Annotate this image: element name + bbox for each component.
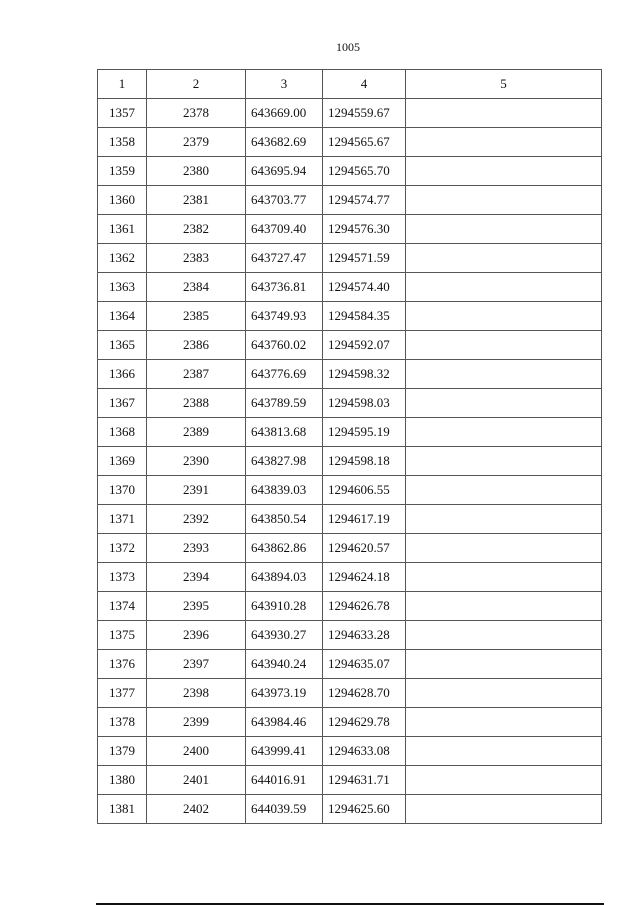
table-row [98, 650, 602, 679]
table-cell-col5 [406, 563, 602, 592]
table-cell-col1: 1379 [98, 737, 147, 766]
table-cell-col4: 1294628.70 [323, 679, 406, 708]
table-cell-col4: 1294625.60 [323, 795, 406, 824]
table-cell-col3: 643894.03 [246, 563, 323, 592]
table-cell-col3: 643862.86 [246, 534, 323, 563]
table-cell-col2: 2401 [147, 766, 246, 795]
table-cell-col3: 643727.47 [246, 244, 323, 273]
table-cell-col4: 1294631.71 [323, 766, 406, 795]
table-cell-col2: 2388 [147, 389, 246, 418]
table-cell-col1: 1380 [98, 766, 147, 795]
table-cell-col1: 1365 [98, 331, 147, 360]
table-cell-col3: 643984.46 [246, 708, 323, 737]
table-cell-col5 [406, 302, 602, 331]
table-cell-col2: 2378 [147, 99, 246, 128]
table-row [98, 737, 602, 766]
page-number: 1005 [336, 40, 360, 54]
table-cell-col2: 2395 [147, 592, 246, 621]
table-cell-col1: 1375 [98, 621, 147, 650]
table-cell-col4: 1294633.08 [323, 737, 406, 766]
table-cell-col4: 1294633.28 [323, 621, 406, 650]
table-row [98, 186, 602, 215]
table-cell-col5 [406, 650, 602, 679]
table-cell-col2: 2399 [147, 708, 246, 737]
table-cell-col5 [406, 592, 602, 621]
table-row [98, 273, 602, 302]
table-row [98, 128, 602, 157]
table-row [98, 476, 602, 505]
table-cell-col1: 1377 [98, 679, 147, 708]
column-header: 2 [147, 70, 246, 99]
table-cell-col1: 1369 [98, 447, 147, 476]
table-cell-col2: 2394 [147, 563, 246, 592]
table-row [98, 679, 602, 708]
table-cell-col2: 2402 [147, 795, 246, 824]
table-row [98, 795, 602, 824]
table-cell-col5 [406, 360, 602, 389]
table-row [98, 99, 602, 128]
table-cell-col2: 2389 [147, 418, 246, 447]
table-cell-col4: 1294584.35 [323, 302, 406, 331]
table-cell-col4: 1294574.77 [323, 186, 406, 215]
table-row [98, 708, 602, 737]
table-row [98, 505, 602, 534]
table-cell-col1: 1374 [98, 592, 147, 621]
table-cell-col5 [406, 534, 602, 563]
table-cell-col2: 2382 [147, 215, 246, 244]
table-cell-col5 [406, 621, 602, 650]
table-cell-col4: 1294559.67 [323, 99, 406, 128]
table-row [98, 592, 602, 621]
table-cell-col2: 2397 [147, 650, 246, 679]
table-cell-col3: 644016.91 [246, 766, 323, 795]
table-cell-col5 [406, 708, 602, 737]
table-cell-col4: 1294565.67 [323, 128, 406, 157]
table-cell-col3: 643695.94 [246, 157, 323, 186]
table-cell-col3: 643789.59 [246, 389, 323, 418]
table-cell-col5 [406, 186, 602, 215]
table-cell-col3: 643930.27 [246, 621, 323, 650]
table-cell-col5 [406, 128, 602, 157]
table-row [98, 389, 602, 418]
table-cell-col3: 644039.59 [246, 795, 323, 824]
table-cell-col5 [406, 476, 602, 505]
table-cell-col4: 1294635.07 [323, 650, 406, 679]
table-cell-col1: 1372 [98, 534, 147, 563]
table-row [98, 244, 602, 273]
table-cell-col2: 2384 [147, 273, 246, 302]
table-cell-col3: 643760.02 [246, 331, 323, 360]
table-cell-col1: 1378 [98, 708, 147, 737]
table-row [98, 621, 602, 650]
table-cell-col3: 643813.68 [246, 418, 323, 447]
table-cell-col3: 643940.24 [246, 650, 323, 679]
table-cell-col5 [406, 447, 602, 476]
table-cell-col1: 1359 [98, 157, 147, 186]
table-cell-col5 [406, 737, 602, 766]
table-row [98, 563, 602, 592]
table-cell-col4: 1294620.57 [323, 534, 406, 563]
table-row [98, 418, 602, 447]
column-header: 3 [246, 70, 323, 99]
table-cell-col5 [406, 99, 602, 128]
table-cell-col2: 2396 [147, 621, 246, 650]
table-cell-col1: 1361 [98, 215, 147, 244]
table-cell-col2: 2385 [147, 302, 246, 331]
table-cell-col5 [406, 795, 602, 824]
table-cell-col4: 1294617.19 [323, 505, 406, 534]
table-cell-col5 [406, 215, 602, 244]
table-cell-col2: 2398 [147, 679, 246, 708]
table-row [98, 360, 602, 389]
column-header: 4 [323, 70, 406, 99]
table-cell-col1: 1370 [98, 476, 147, 505]
table-cell-col3: 643749.93 [246, 302, 323, 331]
table-cell-col5 [406, 679, 602, 708]
table-cell-col4: 1294624.18 [323, 563, 406, 592]
table-cell-col1: 1363 [98, 273, 147, 302]
table-cell-col5 [406, 157, 602, 186]
table-cell-col3: 643776.69 [246, 360, 323, 389]
table-cell-col4: 1294592.07 [323, 331, 406, 360]
table-row [98, 447, 602, 476]
table-cell-col1: 1362 [98, 244, 147, 273]
table-cell-col4: 1294598.03 [323, 389, 406, 418]
table-cell-col3: 643703.77 [246, 186, 323, 215]
table-cell-col5 [406, 389, 602, 418]
table-cell-col3: 643839.03 [246, 476, 323, 505]
table-cell-col5 [406, 273, 602, 302]
table-row [98, 534, 602, 563]
table-cell-col4: 1294629.78 [323, 708, 406, 737]
table-cell-col2: 2383 [147, 244, 246, 273]
table-cell-col5 [406, 331, 602, 360]
table-row [98, 331, 602, 360]
table-row [98, 215, 602, 244]
table-cell-col2: 2380 [147, 157, 246, 186]
table-cell-col1: 1364 [98, 302, 147, 331]
table-cell-col4: 1294595.19 [323, 418, 406, 447]
table-cell-col4: 1294598.32 [323, 360, 406, 389]
table-cell-col1: 1368 [98, 418, 147, 447]
table-cell-col2: 2381 [147, 186, 246, 215]
table-cell-col4: 1294598.18 [323, 447, 406, 476]
coordinates-table [97, 69, 602, 824]
table-cell-col2: 2393 [147, 534, 246, 563]
table-cell-col3: 643973.19 [246, 679, 323, 708]
table-cell-col5 [406, 766, 602, 795]
table-cell-col3: 643850.54 [246, 505, 323, 534]
table-cell-col4: 1294565.70 [323, 157, 406, 186]
table-cell-col2: 2391 [147, 476, 246, 505]
table-cell-col3: 643682.69 [246, 128, 323, 157]
table-body [98, 99, 602, 824]
table-cell-col2: 2379 [147, 128, 246, 157]
table-cell-col4: 1294574.40 [323, 273, 406, 302]
table-cell-col1: 1366 [98, 360, 147, 389]
table-cell-col1: 1358 [98, 128, 147, 157]
table-cell-col4: 1294576.30 [323, 215, 406, 244]
table-cell-col3: 643827.98 [246, 447, 323, 476]
table-cell-col5 [406, 505, 602, 534]
table-cell-col3: 643709.40 [246, 215, 323, 244]
table-cell-col2: 2387 [147, 360, 246, 389]
table-cell-col4: 1294571.59 [323, 244, 406, 273]
table-row [98, 302, 602, 331]
table-cell-col2: 2386 [147, 331, 246, 360]
table-cell-col5 [406, 418, 602, 447]
table-cell-col2: 2400 [147, 737, 246, 766]
column-header: 5 [406, 70, 602, 99]
table-cell-col3: 643999.41 [246, 737, 323, 766]
table-cell-col1: 1373 [98, 563, 147, 592]
table-cell-col2: 2392 [147, 505, 246, 534]
table-cell-col5 [406, 244, 602, 273]
table-cell-col3: 643669.00 [246, 99, 323, 128]
table-cell-col4: 1294606.55 [323, 476, 406, 505]
table-cell-col1: 1357 [98, 99, 147, 128]
table-cell-col1: 1376 [98, 650, 147, 679]
table-cell-col1: 1371 [98, 505, 147, 534]
table-cell-col1: 1360 [98, 186, 147, 215]
table-cell-col1: 1367 [98, 389, 147, 418]
table-cell-col2: 2390 [147, 447, 246, 476]
table-cell-col3: 643736.81 [246, 273, 323, 302]
table-row [98, 766, 602, 795]
column-header: 1 [98, 70, 147, 99]
table-cell-col4: 1294626.78 [323, 592, 406, 621]
table-header-row [98, 70, 602, 99]
table-cell-col3: 643910.28 [246, 592, 323, 621]
table-row [98, 157, 602, 186]
table-cell-col1: 1381 [98, 795, 147, 824]
